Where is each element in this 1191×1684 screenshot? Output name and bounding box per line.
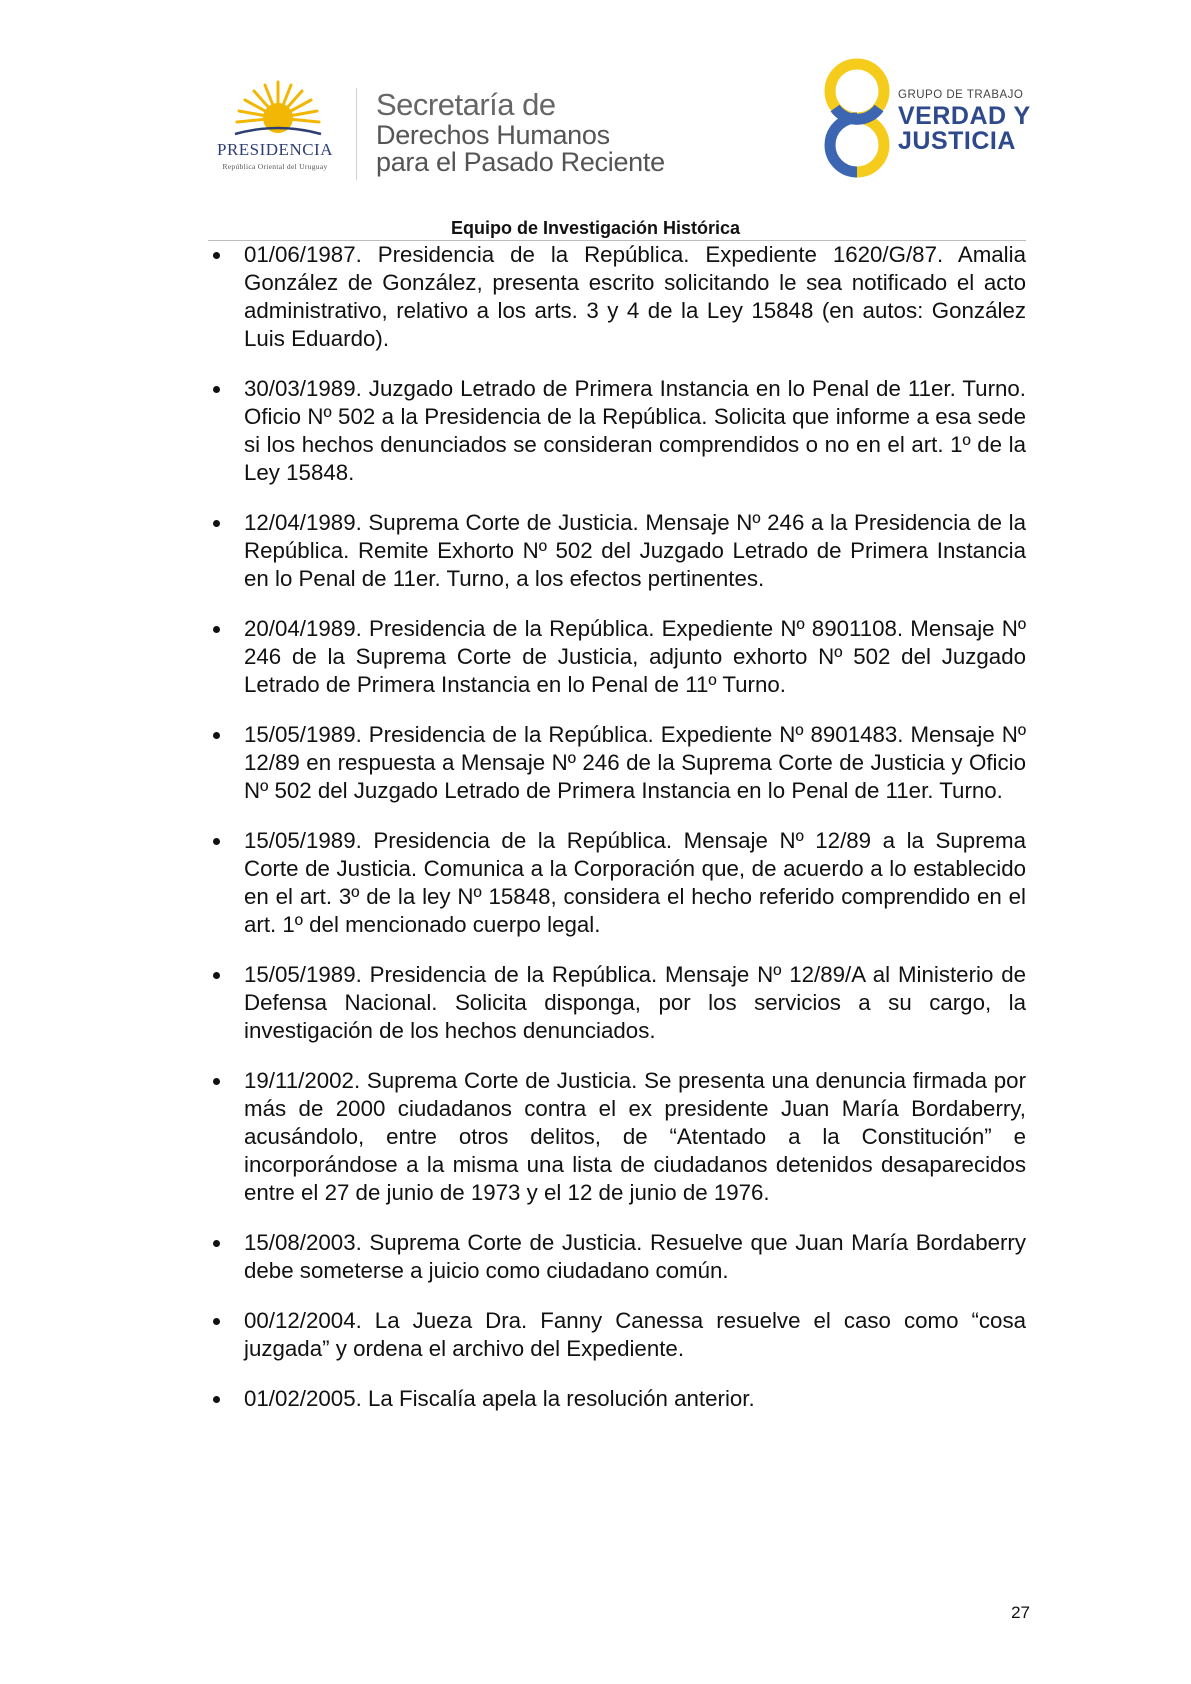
bullet-icon	[213, 386, 220, 393]
bullet-icon	[213, 252, 220, 259]
list-item	[208, 1385, 1026, 1413]
entry-text: 01/06/1987. Presidencia de la República. Expediente 1620/G/87. Amalia González de González, presenta escrito solicitando le sea notificado el acto administrativo, relativo a los arts. 3 y 4 de la Ley 15848 (en autos: González Luis Eduardo).	[244, 242, 1026, 351]
entry-text: 15/05/1989. Presidencia de la República. Mensaje Nº 12/89 a la Suprema Corte de Justicia. Comunica a la Corporación que, de acuerdo a lo establecido en el art. 3º de la ley Nº 15848, considera el hecho referido comprendido en el art. 1º del mencionado cuerpo legal.	[244, 828, 1026, 937]
list-item	[208, 241, 1026, 353]
justicia-label: JUSTICIA	[898, 127, 1016, 155]
document-body	[208, 241, 1026, 1435]
list-item	[208, 1229, 1026, 1285]
team-title: Equipo de Investigación Histórica	[450, 218, 741, 238]
header-divider	[356, 88, 357, 180]
entry-text: 15/05/1989. Presidencia de la República. Expediente Nº 8901483. Mensaje Nº 12/89 en respuesta a Mensaje Nº 246 de la Suprema Corte de Justicia y Oficio Nº 502 del Juzgado Letrado de Primera Instancia en lo Penal de 11er. Turno.	[244, 722, 1026, 803]
chronology-list	[208, 241, 1026, 1413]
secretaria-line-3: para el Pasado Reciente	[376, 147, 665, 177]
bullet-icon	[213, 732, 220, 739]
secretaria-title	[376, 88, 706, 176]
list-item	[208, 961, 1026, 1045]
list-item	[208, 1067, 1026, 1207]
list-item	[208, 721, 1026, 805]
verdad-label: VERDAD Y	[898, 102, 1031, 130]
presidencia-logo	[195, 78, 355, 178]
presidencia-wordmark: PRESIDENCIA	[216, 140, 333, 159]
list-item	[208, 509, 1026, 593]
entry-text: 15/08/2003. Suprema Corte de Justicia. Resuelve que Juan María Bordaberry debe someterse a juicio como ciudadano común.	[244, 1230, 1026, 1283]
bullet-icon	[213, 1078, 220, 1085]
bullet-icon	[213, 972, 220, 979]
entry-text: 20/04/1989. Presidencia de la República. Expediente Nº 8901108. Mensaje Nº 246 de la Suprema Corte de Justicia, adjunto exhorto Nº 502 del Juzgado Letrado de Primera Instancia en lo Penal de 11º Turno.	[244, 616, 1026, 697]
list-item	[208, 1307, 1026, 1363]
page-header	[0, 0, 1191, 238]
secretaria-line-2: Derechos Humanos	[376, 120, 610, 150]
verdad-justicia-logo	[822, 56, 1032, 181]
entry-text: 00/12/2004. La Jueza Dra. Fanny Canessa resuelve el caso como “cosa juzgada” y ordena el archivo del Expediente.	[244, 1308, 1026, 1361]
page-number: 27	[1011, 1603, 1030, 1622]
bullet-icon	[213, 626, 220, 633]
entry-text: 19/11/2002. Suprema Corte de Justicia. Se presenta una denuncia firmada por más de 2000 ciudadanos contra el ex presidente Juan María Bordaberry, acusándolo, entre otros delitos, de “Atentado a la Constitución” e incorporándose a la misma una lista de ciudadanos detenidos desaparecidos entre el 27 de junio de 1973 y el 12 de junio de 1976.	[244, 1068, 1026, 1205]
rings-icon	[822, 56, 892, 181]
entry-text: 12/04/1989. Suprema Corte de Justicia. Mensaje Nº 246 a la Presidencia de la República. Remite Exhorto Nº 502 del Juzgado Letrado de Primera Instancia en lo Penal de 11er. Turno, a los efectos pertinentes.	[244, 510, 1026, 591]
bullet-icon	[213, 520, 220, 527]
entry-text: 01/02/2005. La Fiscalía apela la resolución anterior.	[244, 1386, 755, 1411]
presidencia-subtitle: República Oriental del Uruguay	[222, 162, 328, 171]
list-item	[208, 615, 1026, 699]
sun-icon	[233, 78, 323, 140]
list-item	[208, 827, 1026, 939]
entry-text: 30/03/1989. Juzgado Letrado de Primera Instancia en lo Penal de 11er. Turno. Oficio Nº 502 a la Presidencia de la República. Solicita que informe a esa sede si los hechos denunciados se consideran comprendidos o no en el art. 1º de la Ley 15848.	[244, 376, 1026, 485]
bullet-icon	[213, 1240, 220, 1247]
grupo-de-trabajo-label: GRUPO DE TRABAJO	[898, 89, 1024, 101]
bullet-icon	[213, 1396, 220, 1403]
list-item	[208, 375, 1026, 487]
bullet-icon	[213, 1318, 220, 1325]
secretaria-line-1: Secretaría de	[376, 87, 556, 122]
entry-text: 15/05/1989. Presidencia de la República. Mensaje Nº 12/89/A al Ministerio de Defensa Nacional. Solicita disponga, por los servicios a su cargo, la investigación de los hechos denunciados.	[244, 962, 1026, 1043]
bullet-icon	[213, 838, 220, 845]
